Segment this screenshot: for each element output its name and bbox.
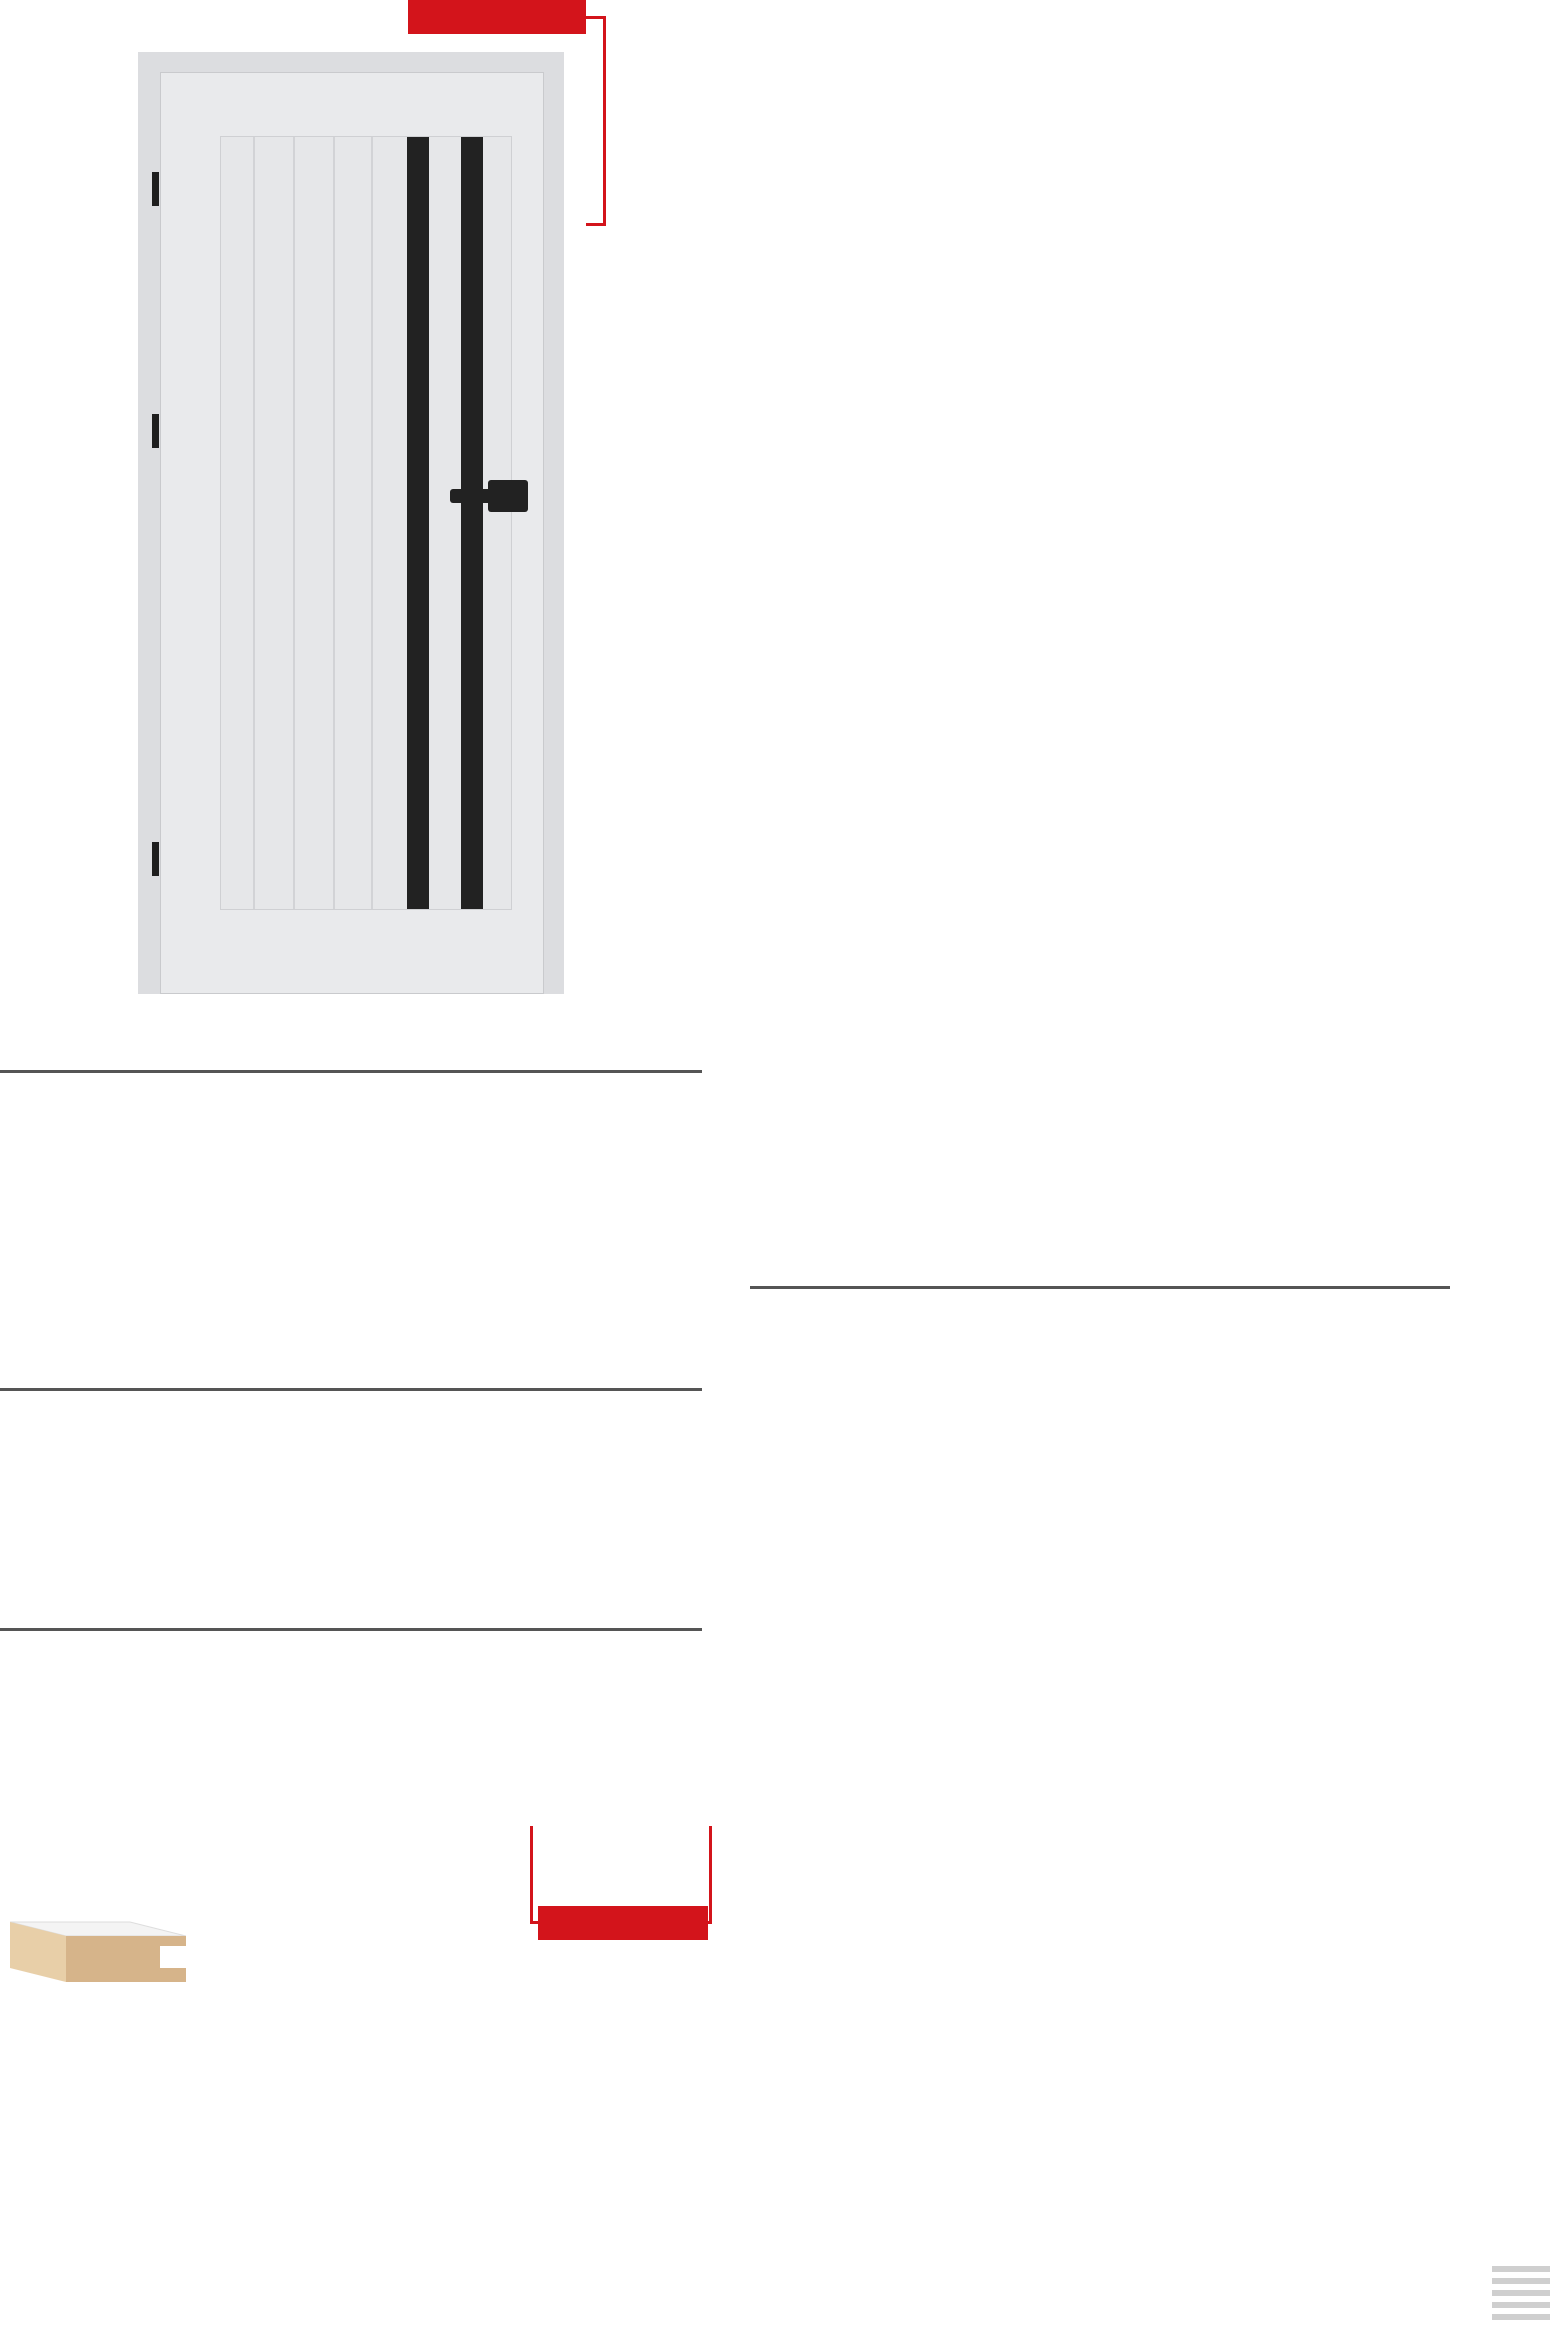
- costuri-rule: [750, 1286, 1450, 1289]
- frame-image: [10, 1916, 186, 1990]
- noutate-badge-bottom: [538, 1906, 708, 1940]
- premium-rule: [0, 1388, 702, 1391]
- glass-strip: [461, 137, 483, 909]
- door-panel: [220, 136, 512, 910]
- page-stripes: [1492, 2266, 1550, 2326]
- hinge-icon: [152, 414, 159, 448]
- greko-rule: [0, 1070, 702, 1073]
- hinge-icon: [152, 842, 159, 876]
- glass-strip: [407, 137, 429, 909]
- noutate-bracket-top: [586, 16, 606, 226]
- cpl-rule: [0, 1628, 702, 1631]
- noutate-badge-top: [408, 0, 586, 34]
- door-handle-rose: [488, 480, 528, 512]
- hinge-icon: [152, 172, 159, 206]
